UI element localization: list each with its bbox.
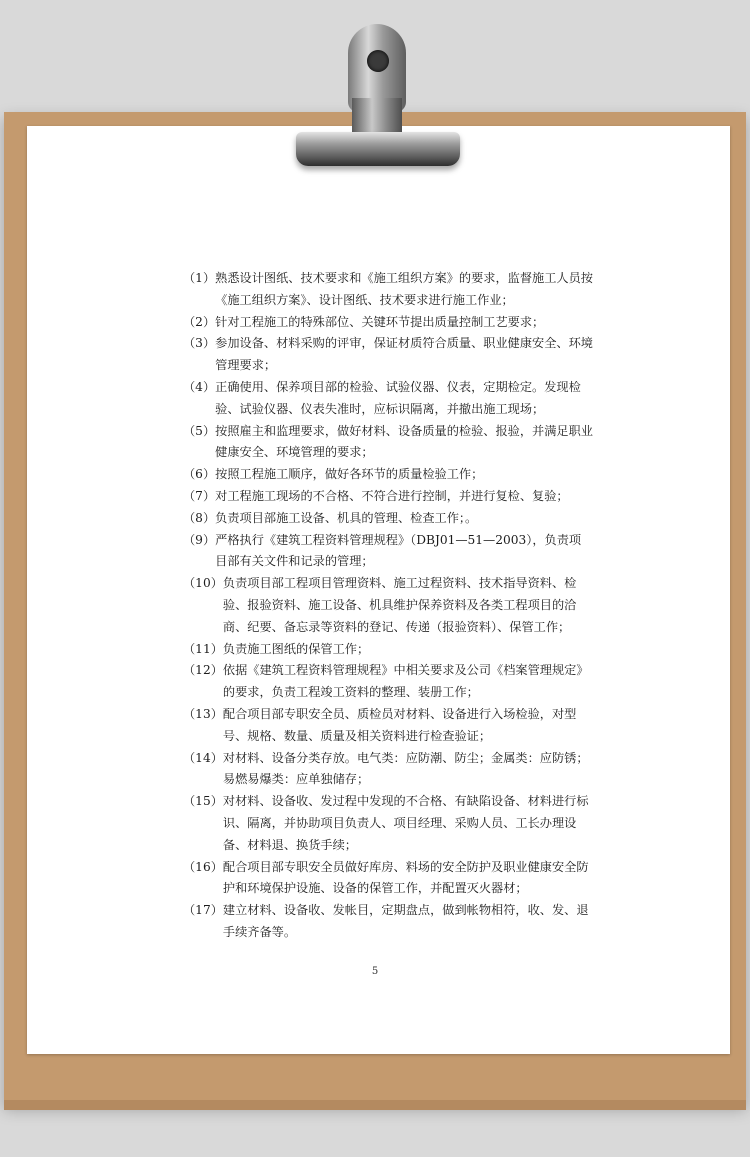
item-number: （14） bbox=[183, 750, 223, 765]
item-text: 负责项目部施工设备、机具的管理、检查工作；。 bbox=[215, 510, 478, 525]
list-item bbox=[183, 333, 593, 377]
item-number: （5） bbox=[183, 423, 216, 438]
clipboard-board-edge bbox=[4, 1100, 746, 1110]
item-text: 负责项目部工程项目管理资料、施工过程资料、技术指导资料、检验、报验资料、施工设备、机具维护保养资料及各类工程项目的洽商、纪要、备忘录等资料的登记、传递（报验资料）、保管工作； bbox=[222, 576, 577, 634]
item-text: 按照工程施工顺序，做好各环节的质量检验工作； bbox=[215, 467, 484, 482]
item-number: （16） bbox=[183, 859, 223, 874]
item-text: 按照雇主和监理要求，做好材料、设备质量的检验、报验，并满足职业健康安全、环境管理的要求； bbox=[215, 423, 593, 460]
page-number: 5 bbox=[371, 966, 379, 977]
item-text: 配合项目部专职安全员做好库房、料场的安全防护及职业健康安全防护和环境保护设施、设备的保管工作，并配置灭火器材； bbox=[222, 859, 589, 896]
list-item bbox=[183, 704, 593, 748]
list-item bbox=[183, 421, 593, 465]
item-text: 参加设备、材料采购的评审，保证材质符合质量、职业健康安全、环境管理要求； bbox=[215, 336, 593, 373]
list-item bbox=[183, 530, 593, 574]
binder-clip-icon bbox=[296, 24, 460, 170]
clip-base bbox=[296, 132, 460, 166]
list-item bbox=[183, 660, 593, 704]
item-number: （9） bbox=[183, 532, 216, 547]
list-item bbox=[183, 639, 593, 661]
item-number: （8） bbox=[183, 510, 216, 525]
item-number: （6） bbox=[183, 467, 216, 482]
item-text: 负责施工图纸的保管工作； bbox=[222, 641, 370, 656]
item-number: （12） bbox=[183, 663, 223, 678]
list-item bbox=[183, 464, 593, 486]
list-item bbox=[183, 900, 593, 944]
item-number: （15） bbox=[183, 794, 223, 809]
list-item bbox=[183, 748, 593, 792]
list-item bbox=[183, 791, 593, 856]
clip-hole bbox=[367, 50, 389, 72]
item-number: （1） bbox=[183, 271, 216, 285]
item-text: 对材料、设备分类存放。电气类：应防潮、防尘；金属类：应防锈；易燃易爆类：应单独储存； bbox=[222, 750, 589, 787]
list-item bbox=[183, 312, 593, 334]
item-text: 熟悉设计图纸、技术要求和《施工组织方案》的要求，监督施工人员按《施工组织方案》、设计图纸、技术要求进行施工作业； bbox=[215, 271, 593, 307]
item-number: （17） bbox=[183, 903, 223, 918]
duty-list bbox=[183, 268, 593, 944]
item-number: （4） bbox=[183, 379, 216, 394]
list-item bbox=[183, 268, 593, 312]
item-number: （2） bbox=[183, 314, 216, 329]
item-text: 对工程施工现场的不合格、不符合进行控制，并进行复检、复验； bbox=[215, 488, 569, 503]
item-text: 依据《建筑工程资料管理规程》中相关要求及公司《档案管理规定》的要求，负责工程竣工资料的整理、装册工作； bbox=[222, 663, 589, 700]
item-number: （13） bbox=[183, 706, 223, 721]
item-number: （7） bbox=[183, 488, 216, 503]
item-text: 正确使用、保养项目部的检验、试验仪器、仪表，定期检定。发现检验、试验仪器、仪表失准时，应标识隔离，并撤出施工现场； bbox=[215, 379, 581, 416]
list-item bbox=[183, 508, 593, 530]
item-text: 严格执行《建筑工程资料管理规程》（DBJ01—51—2003），负责项目部有关文件和记录的管理； bbox=[215, 532, 582, 569]
item-number: （10） bbox=[183, 576, 223, 591]
list-item bbox=[183, 377, 593, 421]
item-text: 配合项目部专职安全员、质检员对材料、设备进行入场检验，对型号、规格、数量、质量及相关资料进行检查验证； bbox=[222, 706, 577, 743]
list-item bbox=[183, 857, 593, 901]
item-number: （11） bbox=[183, 641, 223, 656]
item-number: （3） bbox=[183, 336, 216, 351]
list-item bbox=[183, 573, 593, 638]
list-item bbox=[183, 486, 593, 508]
item-text: 针对工程施工的特殊部位、关键环节提出质量控制工艺要求； bbox=[215, 314, 545, 329]
item-text: 建立材料、设备收、发帐目，定期盘点，做到帐物相符，收、发、退手续齐备等。 bbox=[222, 903, 589, 939]
item-text: 对材料、设备收、发过程中发现的不合格、有缺陷设备、材料进行标识、隔离，并协助项目负责人、项目经理、采购人员、工长办理设备、材料退、换货手续； bbox=[222, 794, 589, 852]
